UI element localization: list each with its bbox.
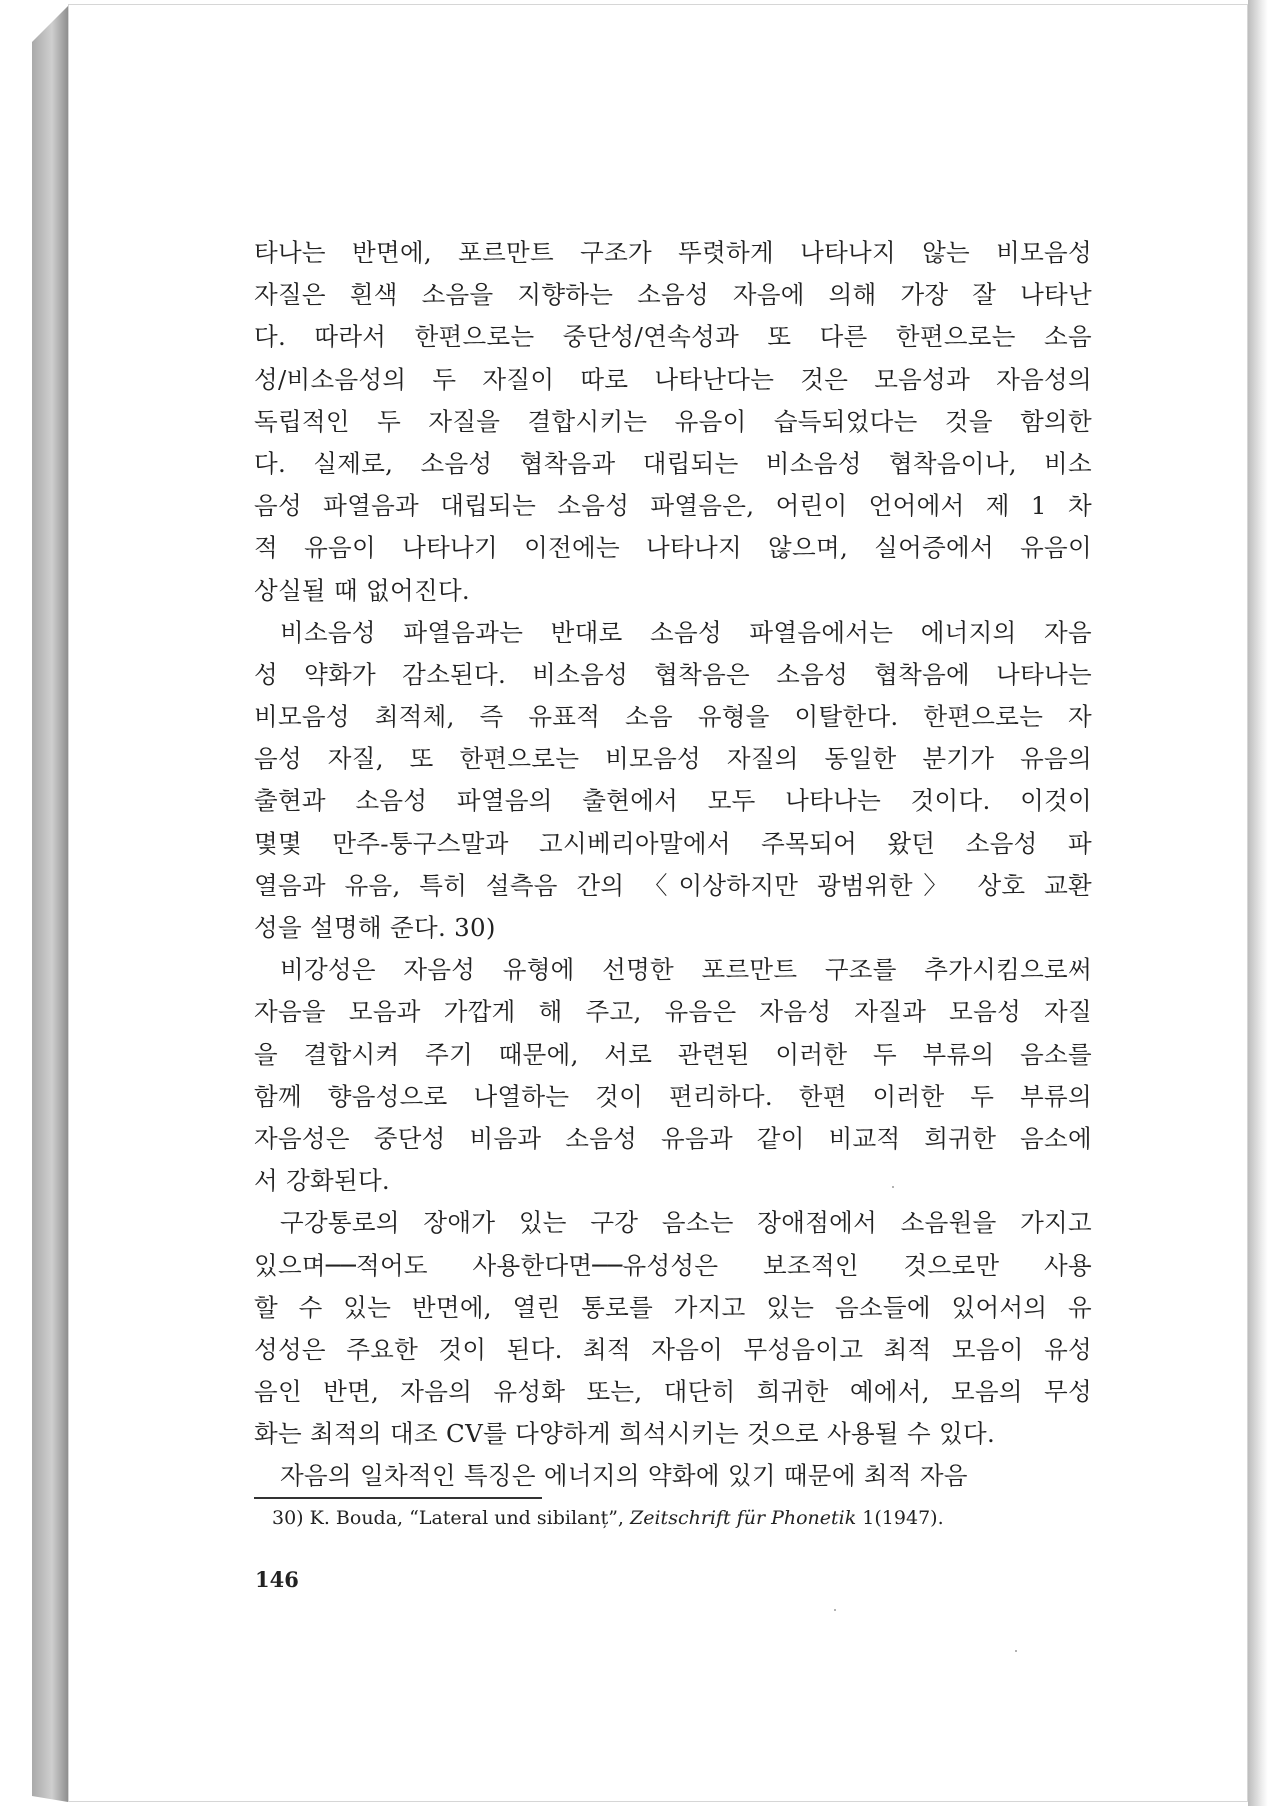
text-line: 음성 자질, 또 한편으로는 비모음성 자질의 동일한 분기가 유음의 <box>254 744 1092 774</box>
text-line: 성/비소음성의 두 자질이 따로 나타난다는 것은 모음성과 자음성의 <box>254 364 1092 394</box>
text-line: 성을 설명해 준다. 30) <box>254 913 496 942</box>
paragraph <box>254 232 1092 612</box>
text-line: 열음과 유음, 특히 설측음 간의 〈이상하지만 광범위한〉 상호 교환 <box>254 870 1092 900</box>
text-line: 출현과 소음성 파열음의 출현에서 모두 나타나는 것이다. 이것이 <box>254 786 1092 816</box>
text-line: 음성 파열음과 대립되는 소음성 파열음은, 어린이 언어에서 제 1 차 <box>254 491 1092 521</box>
text-line: 다. 실제로, 소음성 협착음과 대립되는 비소음성 협착음이나, 비소 <box>254 448 1092 478</box>
footnote-title: “Lateral und sibilanț”, <box>409 1507 624 1529</box>
footnote-rule <box>254 1497 542 1499</box>
text-line: 적 유음이 나타나기 이전에는 나타나지 않으며, 실어증에서 유음이 <box>254 533 1092 563</box>
text-line: 자질은 흰색 소음을 지향하는 소음성 자음에 의해 가장 잘 나타난 <box>254 280 1092 310</box>
text-line: 타나는 반면에, 포르만트 구조가 뚜렷하게 나타나지 않는 비모음성 <box>254 238 1092 267</box>
scan-speck <box>1015 1650 1017 1652</box>
text-line: 자음의 일차적인 특징은 에너지의 약화에 있기 때문에 최적 자음 <box>280 1461 968 1491</box>
text-line: 비소음성 파열음과는 반대로 소음성 파열음에서는 에너지의 자음 <box>280 617 1092 647</box>
text-line: 구강통로의 장애가 있는 구강 음소는 장애점에서 소음원을 가지고 <box>280 1208 1092 1238</box>
text-line: 있으며──적어도 사용한다면──유성성은 보조적인 것으로만 사용 <box>254 1250 1092 1280</box>
text-line: 성성은 주요한 것이 된다. 최적 자음이 무성음이고 최적 모음이 유성 <box>254 1334 1092 1364</box>
paragraph <box>254 1455 1092 1497</box>
paragraph <box>254 612 1092 950</box>
text-line: 자음성은 중단성 비음과 소음성 유음과 같이 비교적 희귀한 음소에 <box>254 1123 1092 1153</box>
text-line: 몇몇 만주-퉁구스말과 고시베리아말에서 주목되어 왔던 소음성 파 <box>254 828 1092 858</box>
footnote-volume: 1(1947). <box>862 1507 944 1529</box>
text-line: 화는 최적의 대조 CV를 다양하게 희석시키는 것으로 사용될 수 있다. <box>254 1419 996 1449</box>
text-line: 서 강화된다. <box>254 1166 391 1196</box>
scan-speck <box>834 1609 836 1611</box>
text-line: 을 결합시켜 주기 때문에, 서로 관련된 이러한 두 부류의 음소를 <box>254 1039 1092 1069</box>
text-line: 할 수 있는 반면에, 열린 통로를 가지고 있는 음소들에 있어서의 유 <box>254 1292 1092 1322</box>
footnote-author: K. Bouda, <box>309 1507 404 1529</box>
footnote <box>272 1507 944 1529</box>
text-line: 상실될 때 없어진다. <box>254 575 470 605</box>
body-text <box>254 232 1092 1498</box>
text-line: 독립적인 두 자질을 결합시키는 유음이 습득되었다는 것을 함의한 <box>254 406 1092 436</box>
text-line: 다. 따라서 한편으로는 중단성/연속성과 또 다른 한편으로는 소음 <box>254 322 1092 352</box>
footnote-number: 30) <box>272 1507 304 1529</box>
scan-speck <box>892 1186 894 1188</box>
text-line: 비강성은 자음성 유형에 선명한 포르만트 구조를 추가시킴으로써 <box>280 955 1092 985</box>
page-right-shadow <box>1248 0 1268 1806</box>
paragraph <box>254 1202 1092 1455</box>
text-line: 비모음성 최적체, 즉 유표적 소음 유형을 이탈한다. 한편으로는 자 <box>254 702 1092 732</box>
text-line: 음인 반면, 자음의 유성화 또는, 대단히 희귀한 예에서, 모음의 무성 <box>254 1377 1092 1407</box>
page-number: 146 <box>255 1567 299 1592</box>
footnote-journal: Zeitschrift für Phonetik <box>630 1507 857 1529</box>
text-line: 함께 향음성으로 나열하는 것이 편리하다. 한편 이러한 두 부류의 <box>254 1081 1092 1111</box>
paragraph <box>254 949 1092 1202</box>
text-line: 성 약화가 감소된다. 비소음성 협착음은 소음성 협착음에 나타나는 <box>254 659 1092 689</box>
book-spine-edge <box>32 6 68 1802</box>
text-line: 자음을 모음과 가깝게 해 주고, 유음은 자음성 자질과 모음성 자질 <box>254 997 1092 1027</box>
